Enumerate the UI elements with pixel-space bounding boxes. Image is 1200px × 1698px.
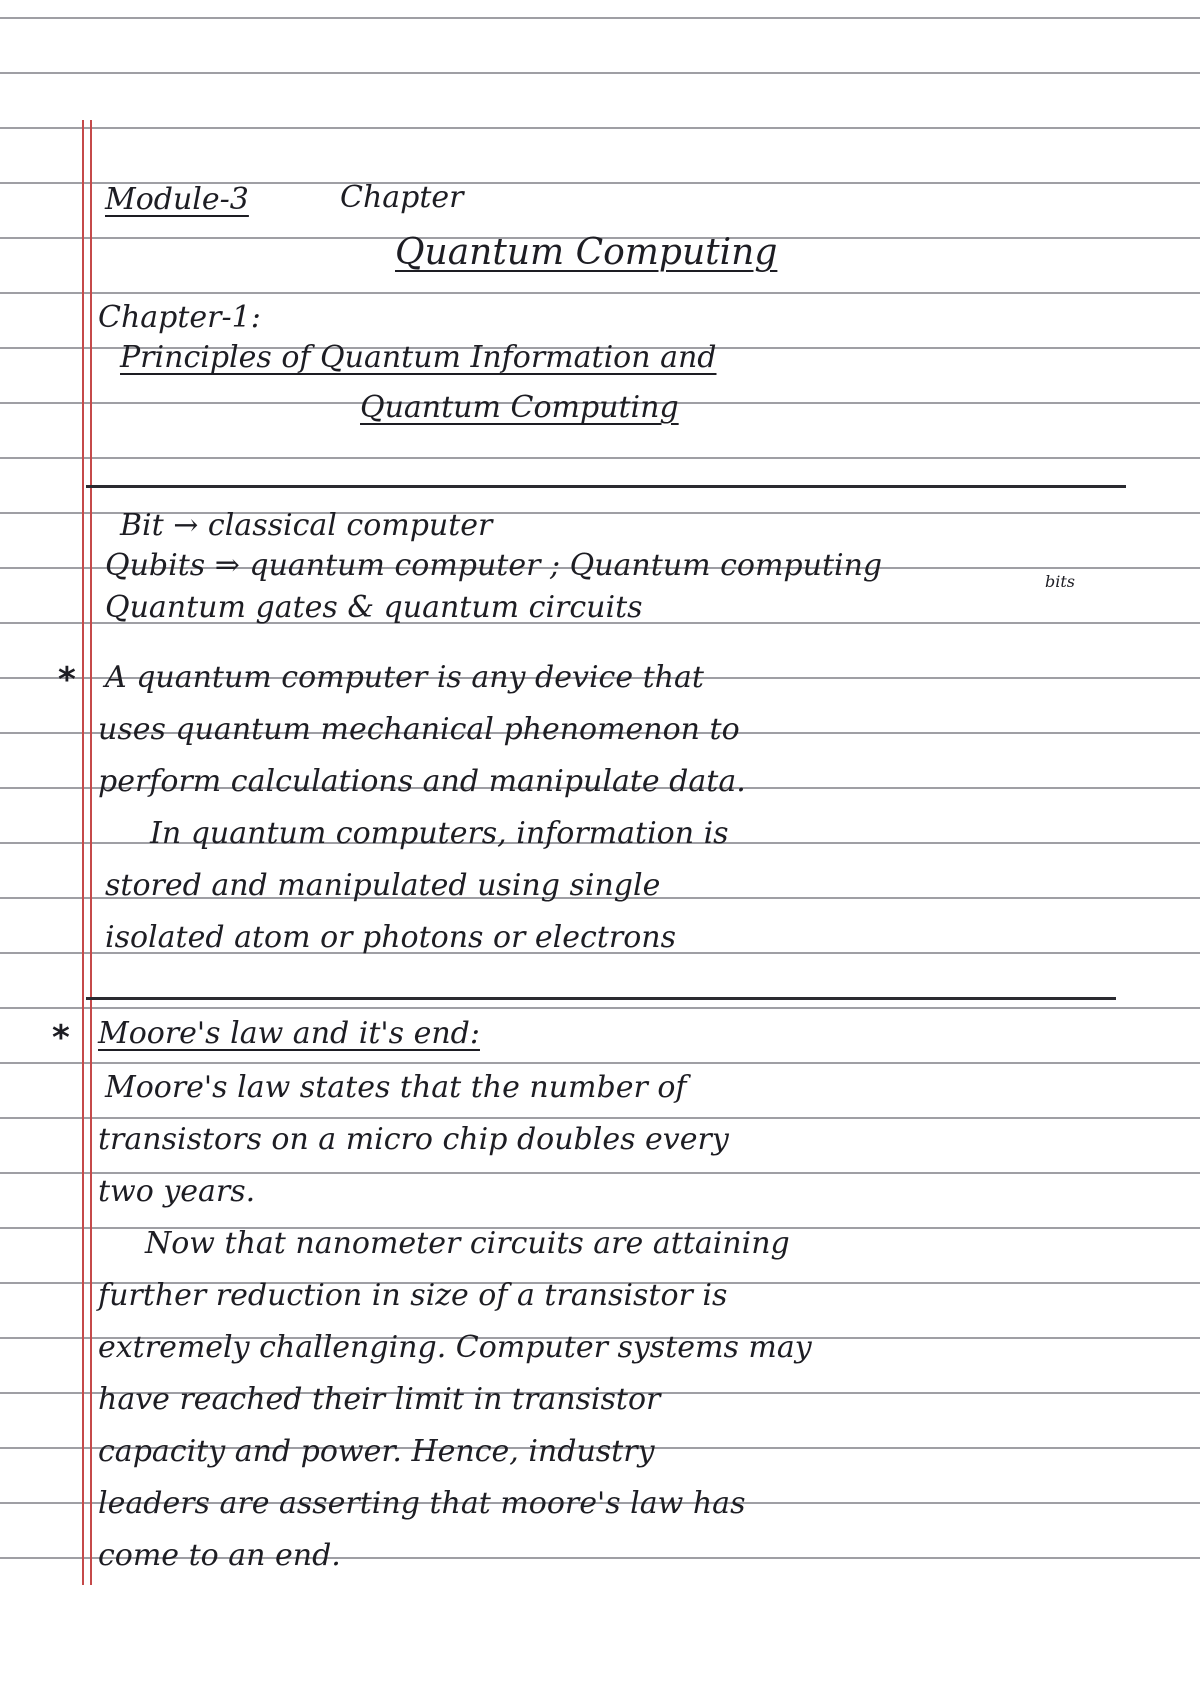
def-line: stored and manipulated using single [105,868,661,903]
bullet-star: * [58,660,76,700]
section-divider-1 [86,485,1126,488]
chapter-title-line1: Principles of Quantum Information and [120,340,717,375]
def-line: uses quantum mechanical phenomenon to [98,712,740,747]
moore-line: further reduction in size of a transistor is [98,1278,728,1313]
chapter-title-line2: Quantum Computing [360,390,679,425]
qubit-line: Qubits ⇒ quantum computer ; Quantum computing [105,548,883,583]
def-line: isolated atom or photons or electrons [105,920,676,955]
gates-line: Quantum gates & quantum circuits [105,590,643,625]
moore-line: extremely challenging. Computer systems may [98,1330,812,1365]
moore-heading: Moore's law and it's end: [98,1016,480,1051]
moore-line: two years. [98,1174,256,1209]
chapter-label: Chapter-1: [98,300,261,335]
moore-line: Moore's law states that the number of [105,1070,687,1105]
page-title: Quantum Computing [395,232,778,273]
bullet-star: * [52,1018,70,1058]
module-label: Module-3 [105,182,249,217]
chapter-word: Chapter [340,180,464,215]
margin-line-outer [82,120,84,1590]
def-line: In quantum computers, information is [150,816,729,851]
def-line: A quantum computer is any device that [105,660,704,695]
bits-note: bits [1045,572,1075,591]
margin-line-inner [90,120,92,1590]
moore-line: come to an end. [98,1538,341,1573]
section-divider-2 [86,997,1116,1000]
bit-line: Bit → classical computer [120,508,493,543]
def-line: perform calculations and manipulate data. [98,764,746,799]
moore-line: capacity and power. Hence, industry [98,1434,655,1469]
moore-line: transistors on a micro chip doubles every [98,1122,729,1157]
moore-line: Now that nanometer circuits are attaining [145,1226,790,1261]
moore-line: have reached their limit in transistor [98,1382,661,1417]
moore-line: leaders are asserting that moore's law has [98,1486,746,1521]
